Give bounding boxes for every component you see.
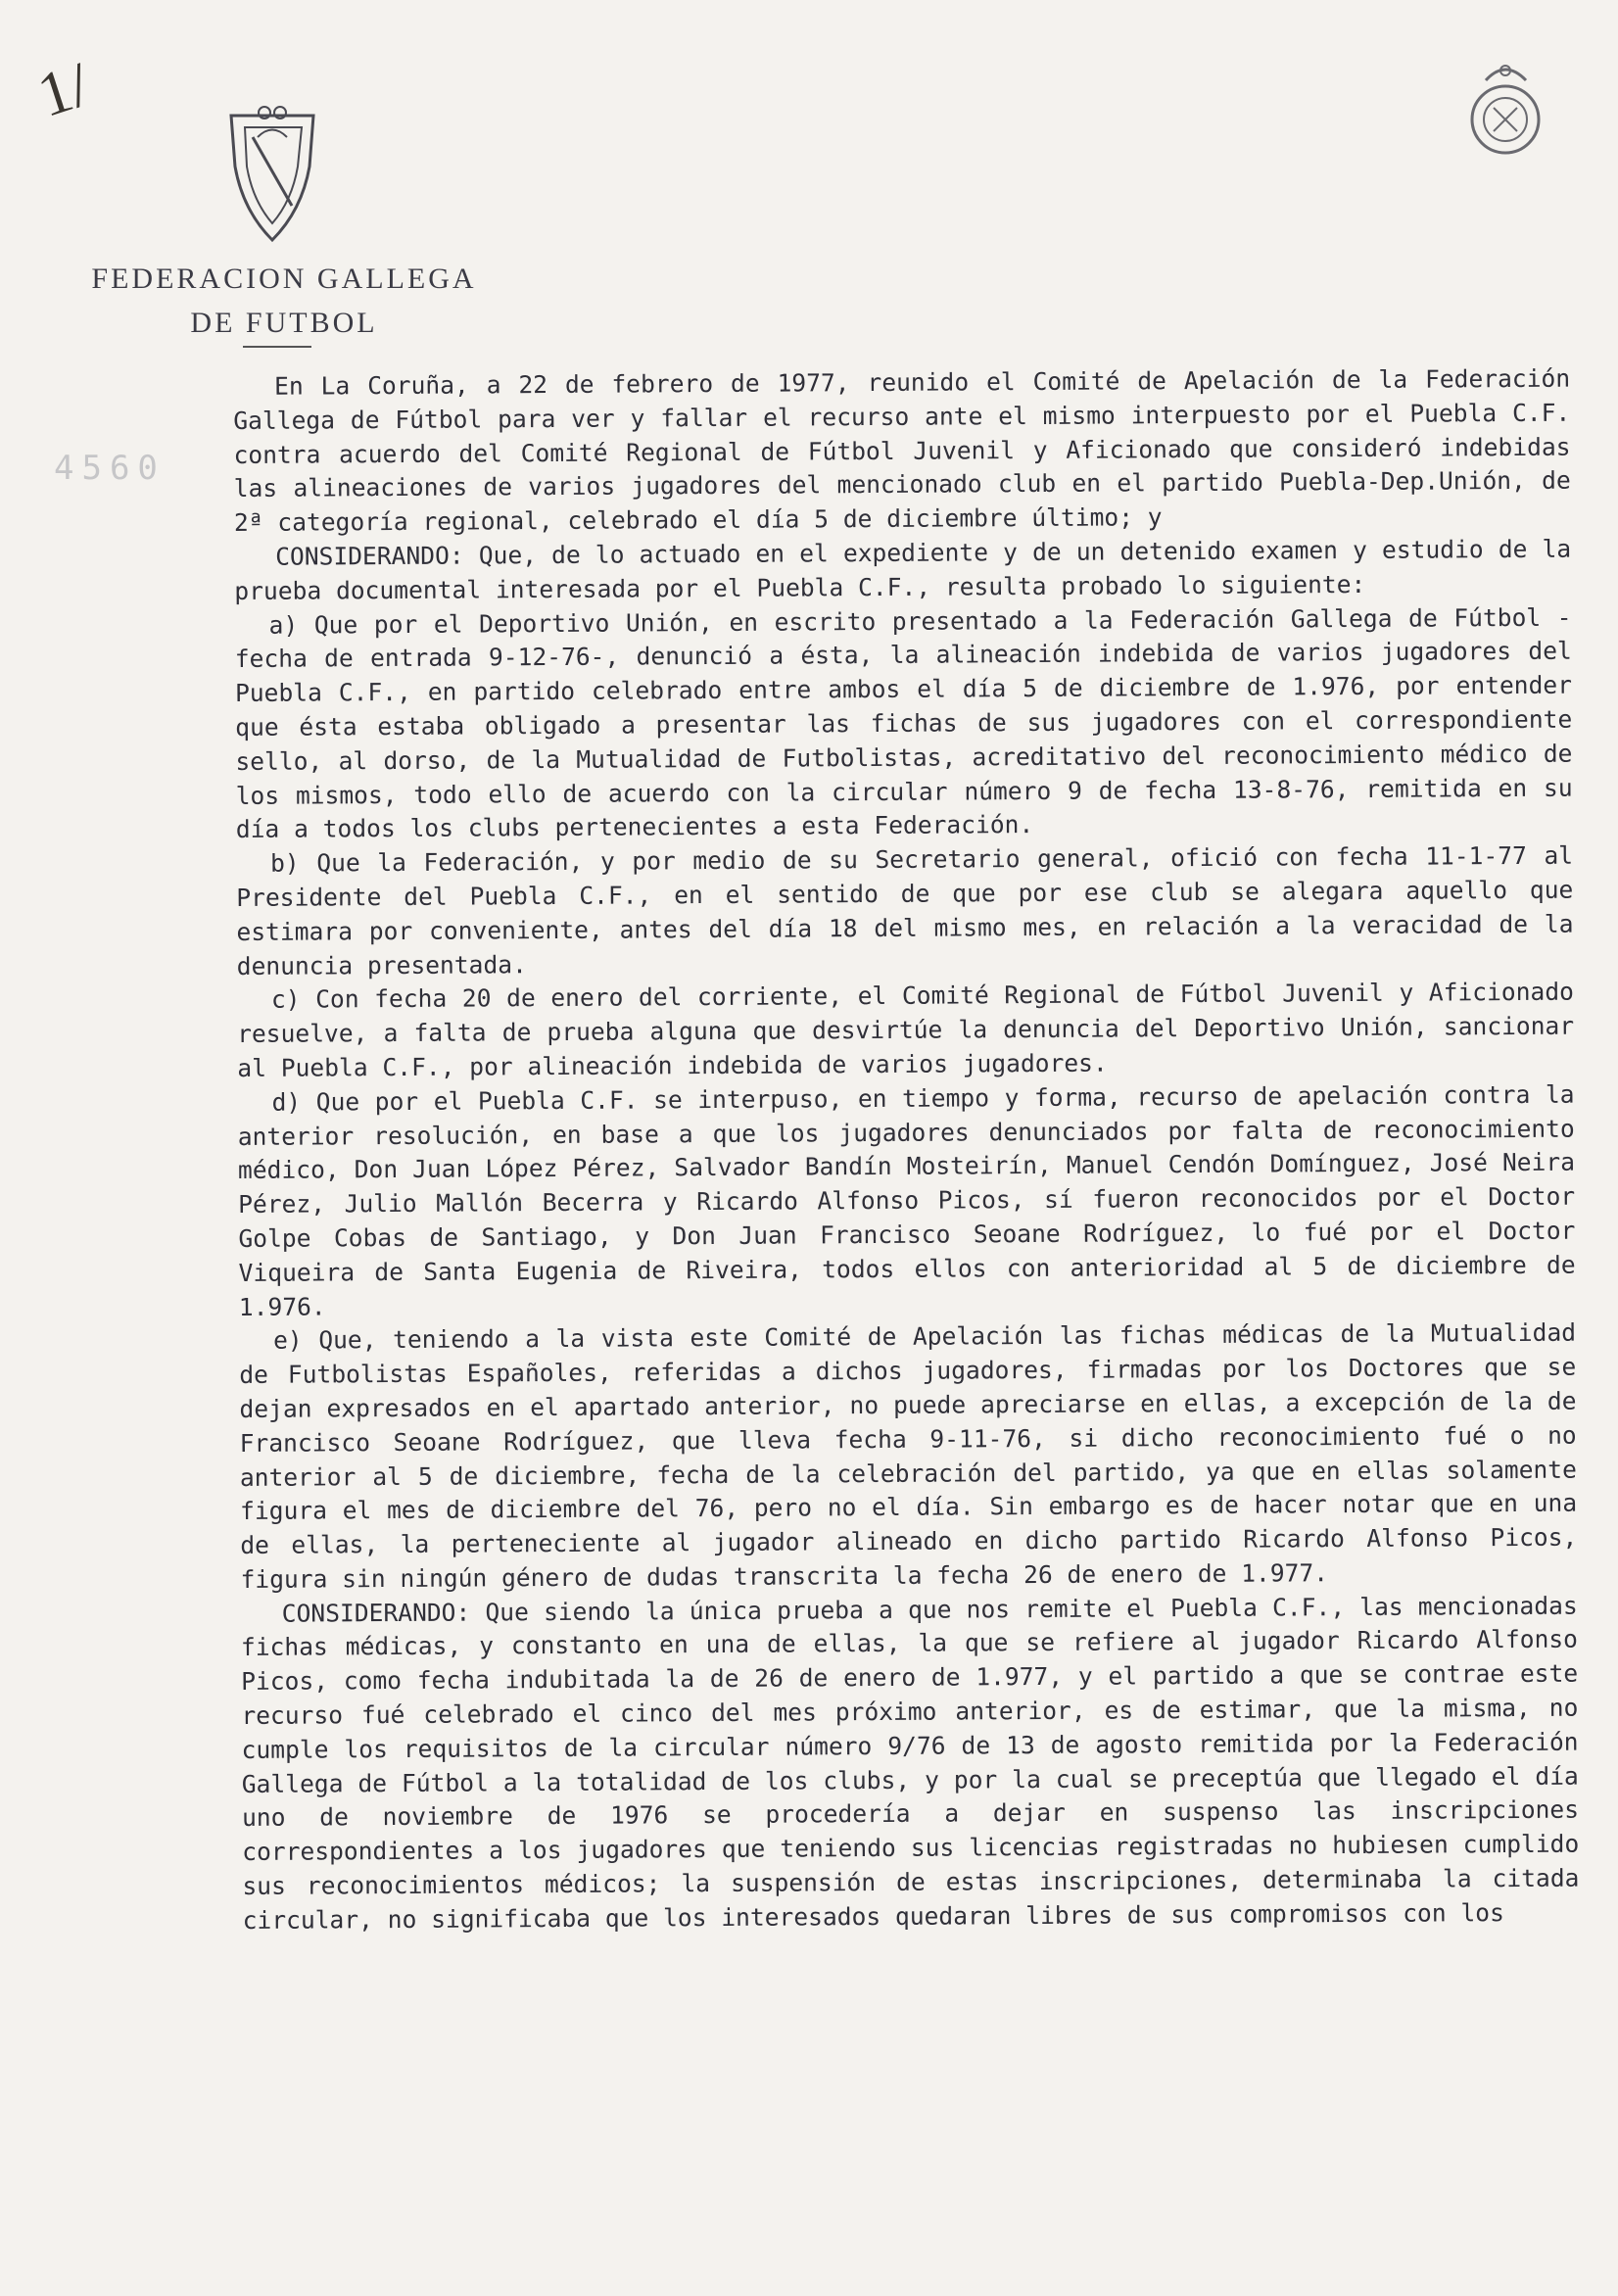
- stamp-number: 4560: [54, 449, 166, 488]
- letterhead-line-1: FEDERACION GALLEGA: [91, 263, 477, 295]
- paragraph-intro: En La Coruña, a 22 de febrero de 1977, reunido el Comité de Apelación de la Federación Gallega de Fútbol para ver y fallar el recurso ante el mismo interpuesto por el Puebla C.F. contra acuerdo del Comité Regional de Fútbol Juvenil y Aficionado que consideró indebidas las alineaciones de varios jugadores del mencionado club en el partido Puebla-Dep.Unión, de 2ª categoría regional, celebrado el día 5 de diciembre último; y: [233, 363, 1571, 538]
- paragraph-considerando-2: CONSIDERANDO: Que siendo la única prueba a que nos remite el Puebla C.F., las mencionadas fichas médicas, y constanto en una de ellas, la que se refiere al jugador Ricardo Alfonso Picos, como fecha indubitada la de 26 de enero de 1.977, y el partido a que se contrae este recurso fué celebrado el cinco del mes próximo anterior, es de estimar, que la misma, no cumple los requisitos de la circular número 9/76 de 13 de agosto remitida por la Federación Gallega de Fútbol a la totalidad de los clubs, y por la cual se preceptúa que llegado el día uno de noviembre de 1976 se procedería a dejar en suspenso las inscripciones correspondientes a los jugadores que teniendo sus licencias registradas no hubiesen cumplido sus reconocimientos médicos; la suspensión de estas inscripciones, determinaba la citada circular, no significaba que los interesados quedaran libres de sus compromisos con los: [240, 1591, 1580, 1935]
- paragraph-considerando-1: CONSIDERANDO: Que, de lo actuado en el expediente y de un detenido examen y estudio de la prueba documental interesada por el Puebla C.F., resulta probado lo siguiente:: [234, 534, 1572, 605]
- document-body: [233, 362, 1580, 1938]
- paragraph-c: c) Con fecha 20 de enero del corriente, el Comité Regional de Fútbol Juvenil y Aficionado resuelve, a falta de prueba alguna que desvirtúe la denuncia del Deportivo Unión, sancionar al Puebla C.F., por alineación indebida de varios jugadores.: [237, 977, 1575, 1082]
- paragraph-d: d) Que por el Puebla C.F. se interpuso, en tiempo y forma, recurso de apelación contra la anterior resolución, en base a que los jugadores denunciados por falta de reconocimiento médico, Don Juan López Pérez, Salvador Bandín Mosteirín, Manuel Cendón Domínguez, José Neira Pérez, Julio Mallón Becerra y Ricardo Alfonso Picos, sí fueron reconocidos por el Doctor Golpe Cobas de Santiago, y Don Juan Francisco Seoane Rodríguez, lo fué por el Doctor Viqueira de Santa Eugenia de Riveira, todos ellos con anterioridad al 5 de diciembre de 1.976.: [237, 1079, 1576, 1321]
- paragraph-b: b) Que la Federación, y por medio de su Secretario general, ofició con fecha 11-1-77 al Presidente del Puebla C.F., en el sentido de que por ese club se alegara aquello que estimara por conveniente, antes del día 18 del mismo mes, en relación a la veracidad de la denuncia presentada.: [236, 840, 1574, 981]
- royal-seal-icon: [1464, 59, 1547, 162]
- handwritten-mark: 1/: [29, 49, 98, 130]
- paragraph-a: a) Que por el Deportivo Unión, en escrito presentado a la Federación Gallega de Fútbol -fecha de entrada 9-12-76-, denunció a ésta, la alineación indebida de varios jugadores del Puebla C.F., en partido celebrado entre ambos el día 5 de diciembre de 1.976, por entender que ésta estaba obligado a presentar las fichas de sus jugadores con el correspondiente sello, al dorso, de la Mutualidad de Futbolistas, acreditativo del reconocimiento médico de los mismos, todo ello de acuerdo con la circular número 9 de fecha 13-8-76, remitida en su día a todos los clubs pertenecientes a esta Federación.: [234, 602, 1573, 844]
- letterhead-divider: [243, 346, 311, 348]
- paragraph-e: e) Que, teniendo a la vista este Comité de Apelación las fichas médicas de la Mutualidad de Futbolistas Españoles, referidas a dichos jugadores, firmadas por los Doctores que se dejan expresados en el apartado anterior, no puede apreciarse en ellas, a excepción de la de Francisco Seoane Rodríguez, que lleva fecha 9-11-76, si dicho reconocimiento fué o no anterior al 5 de diciembre, fecha de la celebración del partido, ya que en ellas solamente figura el mes de diciembre del 76, pero no el día. Sin embargo es de hacer notar que en una de ellas, la perteneciente al jugador alineado en dicho partido Ricardo Alfonso Picos, figura sin ningún género de dudas transcrita la fecha 26 de enero de 1.977.: [239, 1317, 1578, 1594]
- letterhead-line-2: DE FUTBOL: [190, 307, 378, 339]
- federation-crest-icon: [223, 98, 321, 245]
- letterhead: [78, 257, 490, 345]
